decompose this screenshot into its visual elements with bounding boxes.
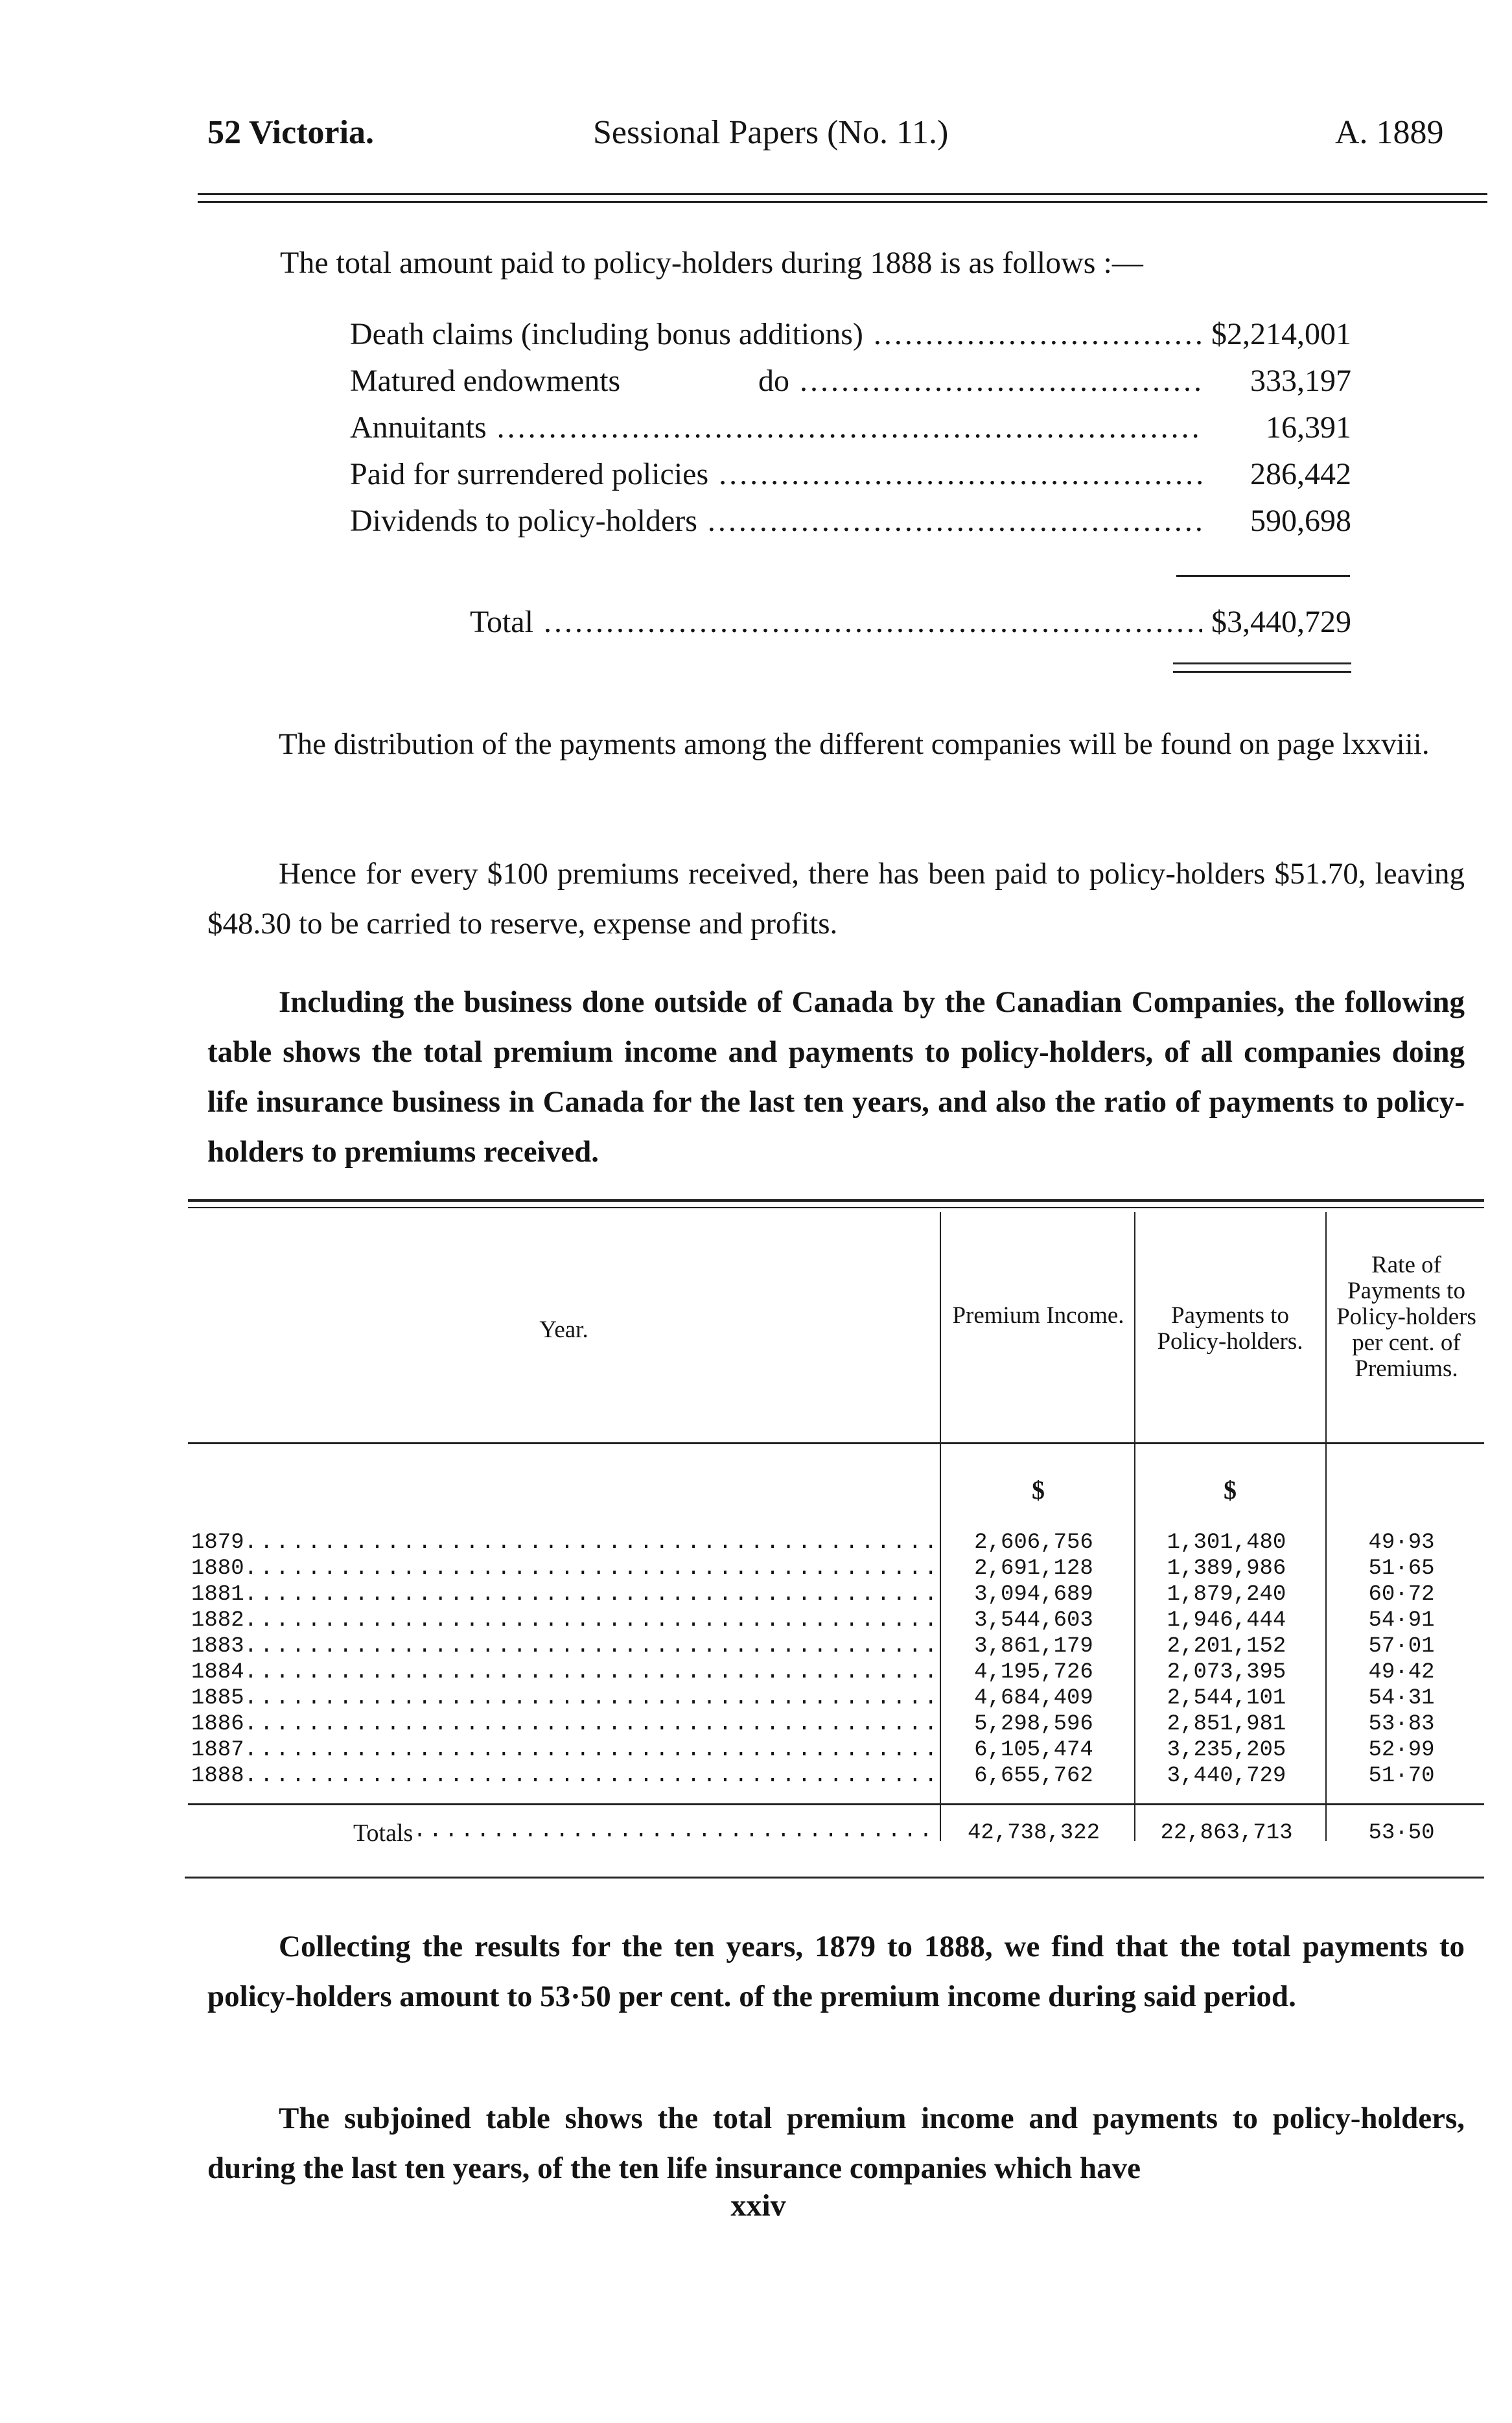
row-year: 1886 bbox=[191, 1712, 244, 1737]
row-rate: 52·99 bbox=[1368, 1738, 1435, 1762]
table-row bbox=[191, 1582, 1481, 1608]
row-premium: 3,544,603 bbox=[974, 1608, 1093, 1633]
row-premium: 6,105,474 bbox=[974, 1738, 1093, 1762]
table-row bbox=[191, 1633, 1481, 1659]
including-paragraph: Including the business done outside of Canada by the Canadian Companies, the following table shows the total premium income and payments to policy-holders, of all companies doing life insurance business in Canada for the last ten years, and also the ratio of payments to policy-holders to premiums received. bbox=[207, 985, 1465, 1169]
page-number: xxiv bbox=[730, 2188, 786, 2223]
row-premium: 3,094,689 bbox=[974, 1582, 1093, 1607]
row-rate: 53·83 bbox=[1368, 1712, 1435, 1737]
table-row bbox=[191, 1685, 1481, 1711]
distribution-paragraph: The distribution of the payments among the different companies will be found on page lxxviii. bbox=[279, 727, 1430, 761]
row-rate: 54·91 bbox=[1368, 1608, 1435, 1633]
payment-amount: 16,391 bbox=[1266, 410, 1351, 445]
payment-total-amount: $3,440,729 bbox=[1211, 605, 1351, 639]
table-totals-row bbox=[191, 1820, 1481, 1846]
col-header-rate: Rate of Payments to Policy-holders per cent. of Premiums. bbox=[1336, 1252, 1476, 1382]
sum-rule bbox=[1176, 575, 1350, 577]
collecting-paragraph: Collecting the results for the ten years, 1879 to 1888, we find that the total payments to policy-holders amount to 53·50 per cent. of the premium income during said period. bbox=[207, 1930, 1465, 2013]
payment-row bbox=[350, 456, 1351, 499]
payment-label: Matured endowments bbox=[350, 364, 621, 398]
row-rate: 49·93 bbox=[1368, 1530, 1435, 1555]
row-payments: 2,073,395 bbox=[1167, 1660, 1286, 1685]
row-rate: 51·65 bbox=[1368, 1556, 1435, 1581]
table-rule-top bbox=[188, 1199, 1484, 1202]
table-row bbox=[191, 1711, 1481, 1737]
intro-text: The total amount paid to policy-holders during 1888 is as follows :— bbox=[280, 246, 1143, 280]
table-row bbox=[191, 1556, 1481, 1582]
payment-amount: 286,442 bbox=[1250, 457, 1351, 491]
payment-label: Paid for surrendered policies ..... bbox=[350, 456, 1202, 492]
totals-label: Totals bbox=[353, 1820, 413, 1847]
payment-amount: 333,197 bbox=[1250, 364, 1351, 398]
payment-row bbox=[350, 363, 1351, 406]
row-rate: 51·70 bbox=[1368, 1764, 1435, 1788]
col-header-payments: Payments to Policy-holders. bbox=[1157, 1302, 1303, 1355]
payment-amount: 590,698 bbox=[1250, 504, 1351, 538]
total-rule-1 bbox=[1173, 662, 1351, 664]
totals-premium: 42,738,322 bbox=[967, 1821, 1100, 1845]
table-row bbox=[191, 1737, 1481, 1763]
header-rule-bottom bbox=[198, 201, 1487, 203]
totals-payments: 22,863,713 bbox=[1160, 1821, 1293, 1845]
payment-row bbox=[350, 503, 1351, 546]
row-payments: 2,851,981 bbox=[1167, 1712, 1286, 1737]
row-payments: 1,879,240 bbox=[1167, 1582, 1286, 1607]
payment-label: Death claims (including bonus additions) ..... bbox=[350, 316, 1202, 352]
row-year: 1882 bbox=[191, 1608, 244, 1633]
header-rule-top bbox=[198, 193, 1487, 195]
row-premium: 2,606,756 bbox=[974, 1530, 1093, 1555]
payment-row bbox=[350, 316, 1351, 359]
payment-total-label: Total ..... bbox=[470, 604, 1202, 640]
row-year: 1888 bbox=[191, 1764, 244, 1788]
row-rate: 54·31 bbox=[1368, 1686, 1435, 1711]
subjoined-paragraph: The subjoined table shows the total premium income and payments to policy-holders, during the last ten years, of the ten life insurance companies which have bbox=[207, 2101, 1465, 2185]
currency-payments: $ bbox=[1224, 1475, 1237, 1504]
table-rule-top-2 bbox=[188, 1207, 1484, 1208]
row-payments: 2,544,101 bbox=[1167, 1686, 1286, 1711]
row-premium: 6,655,762 bbox=[974, 1764, 1093, 1788]
table-header-rule bbox=[188, 1442, 1484, 1444]
payment-ditto: do ..... bbox=[758, 363, 1202, 399]
row-premium: 5,298,596 bbox=[974, 1712, 1093, 1737]
row-year: 1885 bbox=[191, 1686, 244, 1711]
currency-premium: $ bbox=[1032, 1475, 1045, 1504]
table-rule-bottom bbox=[185, 1877, 1484, 1879]
row-payments: 1,389,986 bbox=[1167, 1556, 1286, 1581]
row-payments: 3,235,205 bbox=[1167, 1738, 1286, 1762]
row-payments: 2,201,152 bbox=[1167, 1634, 1286, 1659]
hence-paragraph: Hence for every $100 premiums received, there has been paid to policy-holders $51.70, leaving $48.30 to be carried to reserve, expense and profits. bbox=[207, 857, 1465, 941]
row-year: 1887 bbox=[191, 1738, 244, 1762]
row-premium: 2,691,128 bbox=[974, 1556, 1093, 1581]
row-year: 1884 bbox=[191, 1660, 244, 1685]
payment-label: Annuitants ..... bbox=[350, 410, 1202, 445]
header-title: Sessional Papers (No. 11.) bbox=[593, 114, 949, 151]
row-premium: 4,684,409 bbox=[974, 1686, 1093, 1711]
table-row bbox=[191, 1608, 1481, 1633]
col-header-premium: Premium Income. bbox=[952, 1302, 1124, 1329]
payment-total-row bbox=[470, 604, 1351, 647]
header-session: 52 Victoria. bbox=[207, 114, 375, 151]
row-year: 1880 bbox=[191, 1556, 244, 1581]
row-payments: 1,946,444 bbox=[1167, 1608, 1286, 1633]
header-year: A. 1889 bbox=[1335, 114, 1444, 151]
row-rate: 57·01 bbox=[1368, 1634, 1435, 1659]
total-rule-2 bbox=[1173, 671, 1351, 673]
table-row bbox=[191, 1530, 1481, 1556]
row-rate: 60·72 bbox=[1368, 1582, 1435, 1607]
col-header-year: Year. bbox=[539, 1317, 588, 1343]
row-payments: 1,301,480 bbox=[1167, 1530, 1286, 1555]
row-year: 1881 bbox=[191, 1582, 244, 1607]
payment-label: Dividends to policy-holders ..... bbox=[350, 503, 1202, 539]
payment-amount: $2,214,001 bbox=[1211, 317, 1351, 351]
row-year: 1883 bbox=[191, 1634, 244, 1659]
table-row bbox=[191, 1659, 1481, 1685]
row-payments: 3,440,729 bbox=[1167, 1764, 1286, 1788]
table-totals-rule bbox=[188, 1803, 1484, 1805]
row-rate: 49·42 bbox=[1368, 1660, 1435, 1685]
table-row bbox=[191, 1763, 1481, 1789]
totals-rate: 53·50 bbox=[1368, 1821, 1435, 1845]
row-premium: 3,861,179 bbox=[974, 1634, 1093, 1659]
row-year: 1879 bbox=[191, 1530, 244, 1555]
row-premium: 4,195,726 bbox=[974, 1660, 1093, 1685]
payment-row bbox=[350, 410, 1351, 452]
